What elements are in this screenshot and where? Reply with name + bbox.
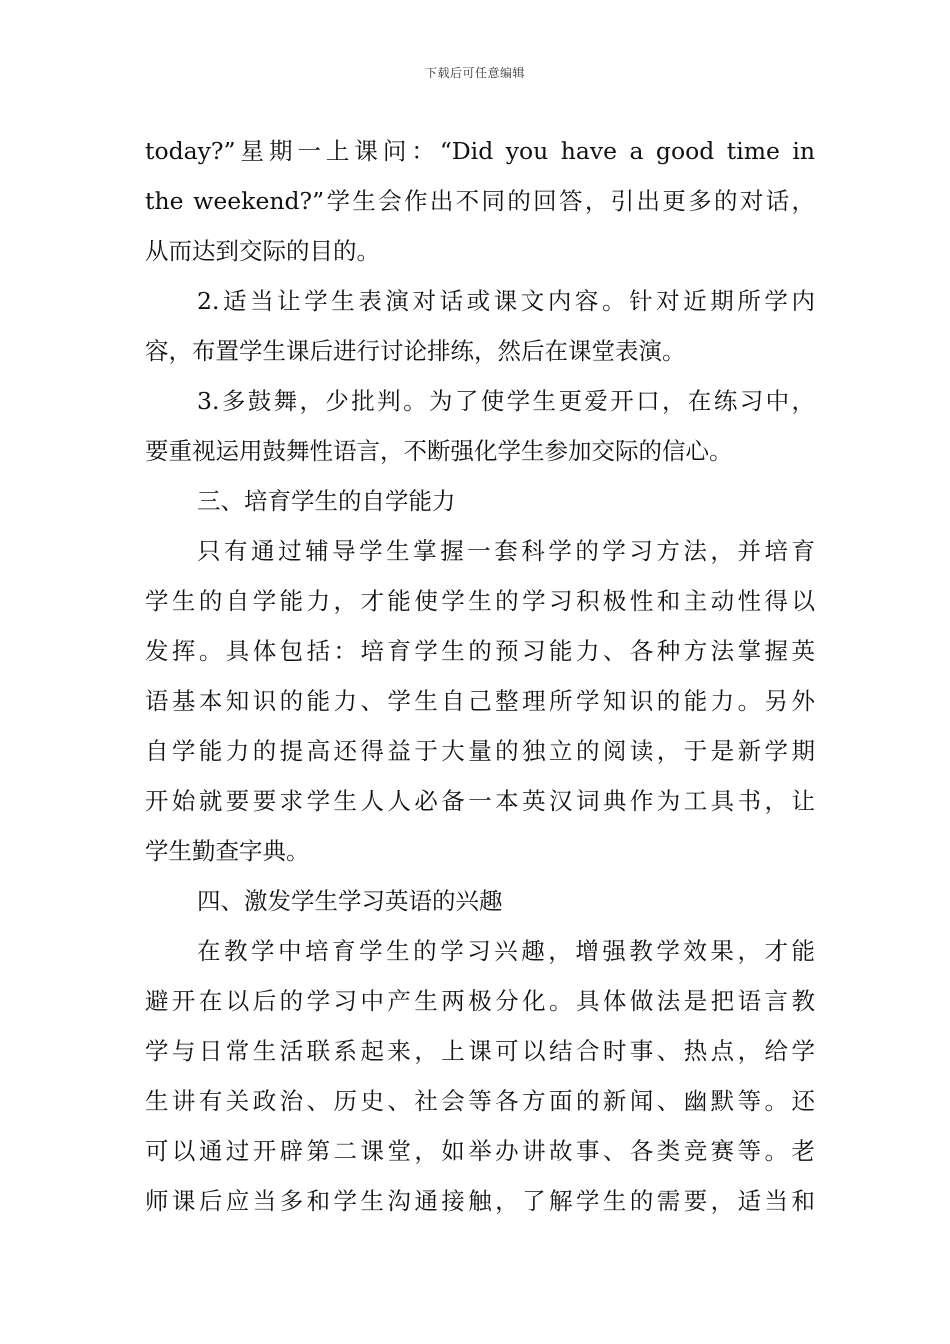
page-header-note: 下载后可任意编辑 <box>424 66 525 80</box>
document-body <box>145 126 815 1226</box>
text-line: the weekend?”学生会作出不同的回答，引出更多的对话， <box>145 187 815 215</box>
text-line: today?”星期一上课问：“Did you have a good time in <box>145 137 815 165</box>
text-line: 发挥。具体包括：培育学生的预习能力、各种方法掌握英 <box>145 637 815 665</box>
paragraph-start: 只有通过辅导学生掌握一套科学的学习方法，并培育 <box>197 537 815 565</box>
text-line: 避开在以后的学习中产生两极分化。具体做法是把语言教 <box>145 987 815 1015</box>
text-line: 开始就要要求学生人人必备一本英汉词典作为工具书，让 <box>145 787 815 815</box>
paragraph-start: 在教学中培育学生的学习兴趣，增强教学效果，才能 <box>197 937 815 965</box>
text-line: 师课后应当多和学生沟通接触，了解学生的需要，适当和 <box>145 1187 815 1215</box>
section-heading-3: 三、培育学生的自学能力 <box>197 487 456 515</box>
text-line: 语基本知识的能力、学生自己整理所学知识的能力。另外 <box>145 687 815 715</box>
list-item-3: 3.多鼓舞，少批判。为了使学生更爱开口，在练习中， <box>197 387 815 415</box>
text-line: 学生的自学能力，才能使学生的学习积极性和主动性得以 <box>145 587 815 615</box>
text-line: 生讲有关政治、历史、社会等各方面的新闻、幽默等。还 <box>145 1087 815 1115</box>
text-line: 要重视运用鼓舞性语言，不断强化学生参加交际的信心。 <box>145 437 733 465</box>
list-item-2: 2.适当让学生表演对话或课文内容。针对近期所学内 <box>197 287 815 315</box>
text-line: 可以通过开辟第二课堂，如举办讲故事、各类竞赛等。老 <box>145 1137 815 1165</box>
section-heading-4: 四、激发学生学习英语的兴趣 <box>197 887 503 915</box>
text-line: 自学能力的提高还得益于大量的独立的阅读，于是新学期 <box>145 737 815 765</box>
text-line: 学与日常生活联系起来，上课可以结合时事、热点，给学 <box>145 1037 815 1065</box>
text-line: 从而达到交际的目的。 <box>145 237 380 265</box>
text-line: 学生勤查字典。 <box>145 837 310 865</box>
text-line: 容，布置学生课后进行讨论排练，然后在课堂表演。 <box>145 337 686 365</box>
